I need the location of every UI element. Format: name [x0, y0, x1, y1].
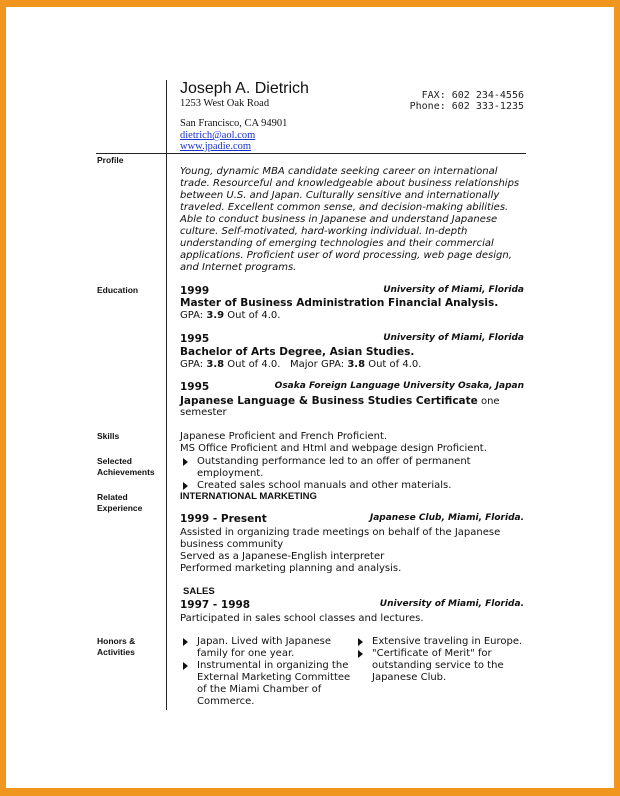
honor-item: Instrumental in organizing the External Marketing Committee of the Miami Chamber of Commerce. [183, 660, 355, 708]
candidate-name: Joseph A. Dietrich [180, 80, 309, 97]
phone-number: Phone: 602 333-1235 [409, 101, 524, 112]
arrow-bullet-icon [183, 482, 188, 490]
header-rule [96, 153, 526, 154]
section-label-achievements: Selected Achievements [97, 456, 155, 477]
edu-degree: Bachelor of Arts Degree, Asian Studies. [180, 346, 415, 358]
edu-gpa: GPA: 3.9 Out of 4.0. [180, 310, 281, 321]
arrow-bullet-icon [183, 458, 188, 466]
arrow-bullet-icon [183, 638, 188, 646]
skill-line: MS Office Proficient and Html and webpage design Proficient. [180, 443, 487, 454]
edu-year: 1995 [180, 381, 210, 393]
edu-institution: University of Miami, Florida [383, 333, 524, 343]
job-period: 1997 - 1998 [180, 599, 251, 611]
honor-item: Extensive traveling in Europe. [358, 636, 526, 648]
edu-degree: Master of Business Administration Financial Analysis. [180, 297, 499, 309]
job-organization: Japanese Club, Miami, Florida. [369, 513, 524, 523]
honor-item: Japan. Lived with Japanese family for one year. [183, 636, 355, 660]
achievement-item: Outstanding performance led to an offer of permanent employment. [183, 456, 503, 480]
arrow-bullet-icon [183, 662, 188, 670]
section-label-experience: Related Experience [97, 492, 143, 513]
sales-heading: SALES [183, 586, 215, 597]
job-duty: Participated in sales school classes and lectures. [180, 613, 424, 624]
edu-gpa: GPA: 3.8 Out of 4.0. Major GPA: 3.8 Out of 4.0. [180, 359, 422, 370]
section-label-skills: Skills [97, 431, 120, 441]
skill-line: Japanese Proficient and French Proficient. [180, 431, 388, 442]
job-duty: Performed marketing planning and analysis. [180, 563, 402, 574]
address-line-1: 1253 West Oak Road [180, 98, 270, 109]
fax-number: FAX: 602 234-4556 [421, 90, 524, 101]
edu-institution: Osaka Foreign Language University Osaka, Japan [274, 381, 524, 391]
arrow-bullet-icon [358, 650, 363, 658]
edu-degree: Japanese Language & Business Studies Certificate one [180, 395, 500, 407]
arrow-bullet-icon [358, 638, 363, 646]
edu-institution: University of Miami, Florida [383, 285, 524, 295]
job-duty: Served as a Japanese-English interpreter [180, 551, 385, 562]
honor-item: "Certificate of Merit" for outstanding service to the Japanese Club. [358, 648, 526, 684]
job-period: 1999 - Present [180, 513, 267, 525]
edu-degree-continuation: semester [180, 407, 227, 418]
experience-heading: INTERNATIONAL MARKETING [180, 491, 317, 502]
job-organization: University of Miami, Florida. [379, 599, 524, 609]
edu-year: 1995 [180, 333, 210, 345]
website-link[interactable]: www.jpadie.com [180, 141, 252, 152]
email-link[interactable]: dietrich@aol.com [180, 130, 256, 141]
achievement-item: Created sales school manuals and other materials. [183, 480, 503, 492]
job-duty: business community [180, 539, 284, 550]
section-label-education: Education [97, 285, 139, 295]
edu-year: 1999 [180, 285, 210, 297]
job-duty: Assisted in organizing trade meetings on behalf of the Japanese [180, 527, 501, 538]
section-label-profile: Profile [97, 155, 124, 165]
address-line-2: San Francisco, CA 94901 [180, 118, 288, 129]
profile-text: Young, dynamic MBA candidate seeking career on international trade. Resourceful and knowledgeable about business relationships between U.S. and Japan. Culturally sensitive and internationally traveled. Excellent common sense, and decision-making abilities. Able to conduct business in Japanese and understand Japanese culture. Self-motivated, hard-working individual. In-depth understanding of emerging technologies and their commercial applications. Proficient user of word processing, web page design, and Internet programs. [180, 166, 520, 273]
section-label-honors: Honors & Activities [97, 636, 136, 657]
vertical-rule [166, 80, 167, 710]
